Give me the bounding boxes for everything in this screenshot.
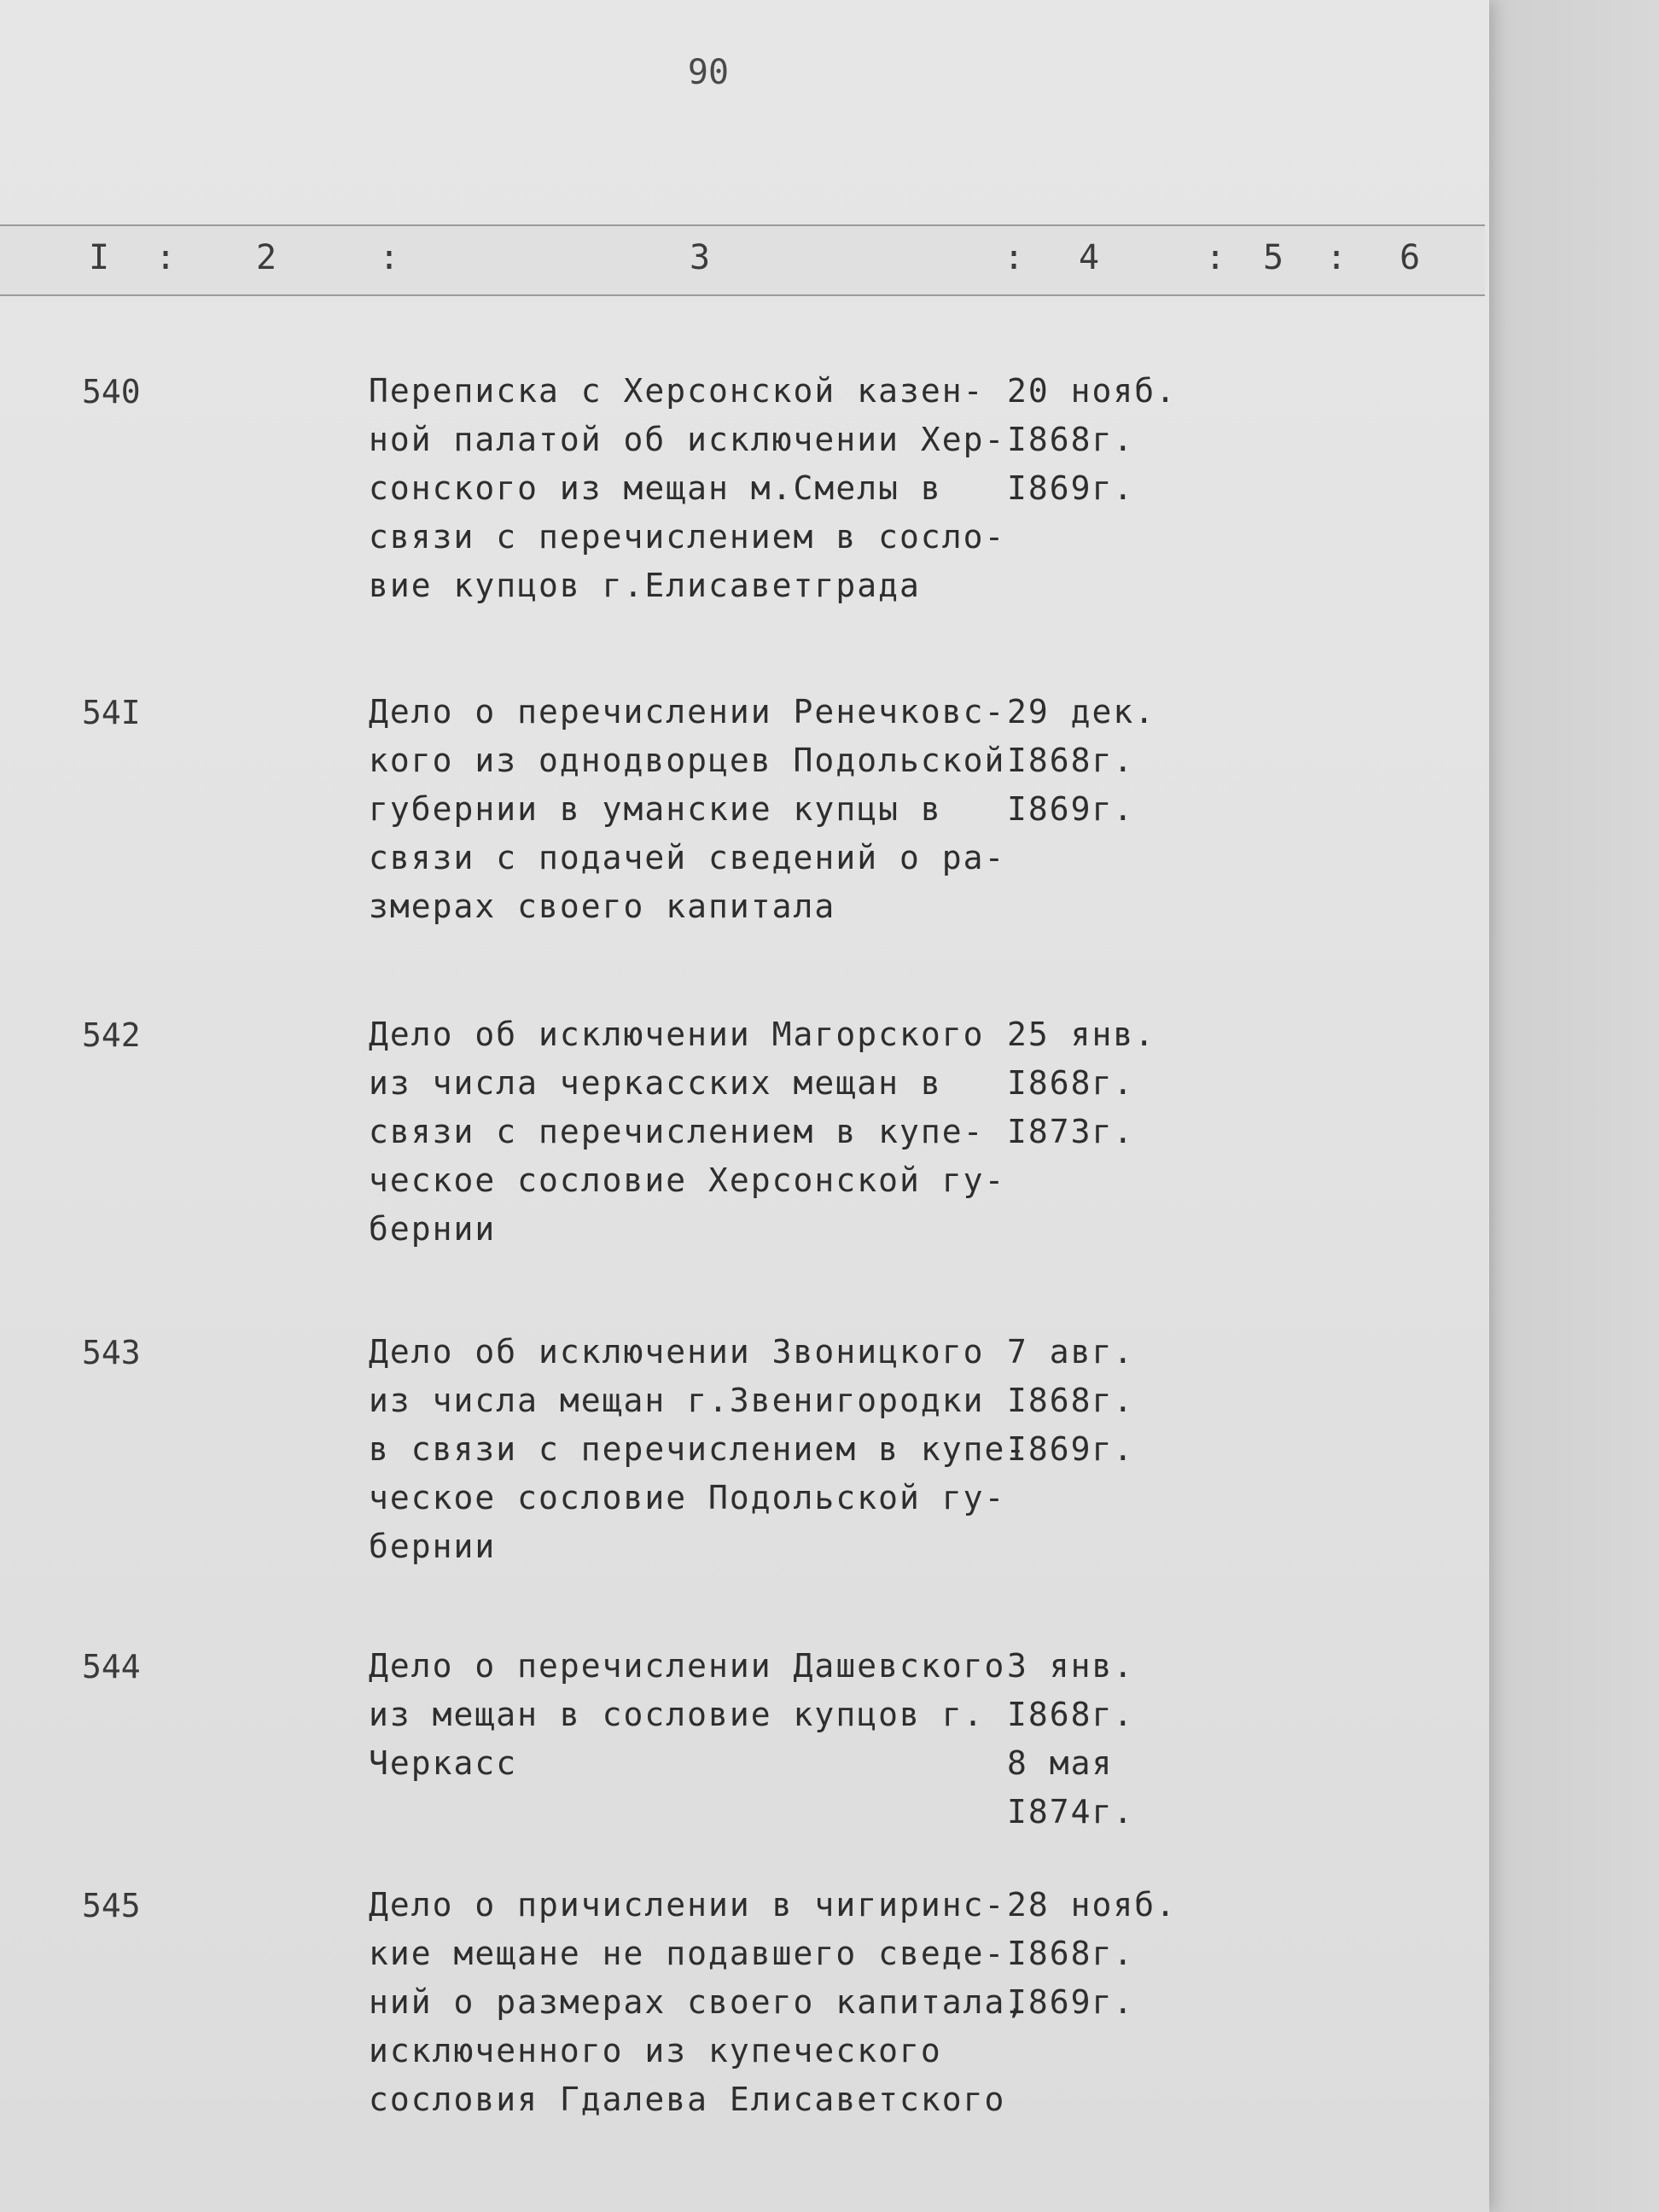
title-line: змерах своего капитала (369, 888, 836, 925)
title-line: исключенного из купеческого (369, 2032, 942, 2069)
title-line: кого из однодворцев Подольской (369, 742, 1006, 779)
record-dates (1007, 1642, 1134, 1837)
column-separator: : (155, 238, 177, 277)
date-line: I869г. (1007, 1430, 1135, 1468)
record-number: 540 (82, 373, 141, 410)
date-line: I868г. (1007, 421, 1135, 458)
column-header-3: 3 (690, 238, 711, 277)
record-title (369, 1642, 1017, 1788)
record-dates (1007, 688, 1155, 834)
title-line: в связи с перечислением в купе- (369, 1430, 1027, 1468)
column-separator: : (1004, 238, 1025, 277)
title-line: Дело о причислении в чигиринс- (369, 1886, 1006, 1924)
title-line: ной палатой об исключении Хер- (369, 421, 1006, 458)
title-line: сонского из мещан м.Смелы в (369, 469, 942, 507)
title-line: из мещан в сословие купцов г. (369, 1696, 985, 1733)
column-header-1: I (89, 238, 110, 277)
title-line: вие купцов г.Елисаветграда (369, 567, 921, 604)
title-line: ческое сословие Херсонской гу- (369, 1161, 1006, 1199)
record-dates (1007, 1881, 1177, 2027)
title-line: связи с перечислением в сосло- (369, 518, 1006, 556)
title-line: из числа мещан г.Звенигородки (369, 1382, 985, 1419)
title-line: ний о размерах своего капитала, (369, 1983, 1027, 2021)
title-line: ческое сословие Подольской гу- (369, 1479, 1006, 1516)
record-title (369, 1010, 1017, 1254)
record-dates (1007, 1010, 1155, 1156)
title-line: бернии (369, 1210, 497, 1248)
record-title (369, 1328, 1027, 1571)
column-header-row (0, 224, 1485, 296)
column-separator: : (1326, 238, 1348, 277)
date-line: 25 янв. (1007, 1016, 1156, 1053)
date-line: I873г. (1007, 1113, 1135, 1150)
column-separator: : (1205, 238, 1226, 277)
record-title (369, 1881, 1027, 2124)
record-dates (1007, 1328, 1134, 1474)
title-line: Переписка с Херсонской казен- (369, 372, 985, 410)
title-line: Дело об исключении Магорского (369, 1016, 985, 1053)
title-line: связи с подачей сведений о ра- (369, 839, 1006, 876)
title-line: связи с перечислением в купе- (369, 1113, 985, 1150)
date-line: I874г. (1007, 1793, 1135, 1831)
page-number: 90 (687, 53, 730, 92)
date-line: 20 нояб. (1007, 372, 1178, 410)
title-line: кие мещане не подавшего сведе- (369, 1935, 1006, 1972)
date-line: I868г. (1007, 1064, 1135, 1102)
date-line: I869г. (1007, 790, 1135, 828)
title-line: сословия Гдалева Елисаветского (369, 2081, 1006, 2118)
record-dates (1007, 367, 1177, 513)
title-line: Дело об исключении Звоницкого (369, 1333, 985, 1371)
title-line: Черкасс (369, 1744, 518, 1782)
record-number: 543 (82, 1334, 141, 1371)
column-separator: : (379, 238, 400, 277)
title-line: бернии (369, 1528, 497, 1565)
record-number: 545 (82, 1887, 141, 1924)
title-line: из числа черкасских мещан в (369, 1064, 942, 1102)
record-number: 544 (82, 1648, 141, 1685)
column-header-6: 6 (1400, 238, 1421, 277)
date-line: 28 нояб. (1007, 1886, 1178, 1924)
title-line: Дело о перечислении Ренечковс- (369, 693, 1006, 731)
date-line: 7 авг. (1007, 1333, 1135, 1371)
column-header-5: 5 (1263, 238, 1284, 277)
date-line: I868г. (1007, 1696, 1135, 1733)
title-line: Дело о перечислении Дашевского (369, 1647, 1006, 1685)
date-line: I869г. (1007, 1983, 1135, 2021)
date-line: 3 янв. (1007, 1647, 1135, 1685)
column-header-2: 2 (256, 238, 277, 277)
date-line: I868г. (1007, 742, 1135, 779)
date-line: I869г. (1007, 469, 1135, 507)
date-line: I868г. (1007, 1935, 1135, 1972)
title-line: губернии в уманские купцы в (369, 790, 942, 828)
background-surface (1489, 0, 1659, 2212)
record-title (369, 688, 1017, 931)
record-title (369, 367, 1017, 610)
column-header-4: 4 (1079, 238, 1100, 277)
date-line: 8 мая (1007, 1744, 1114, 1782)
record-number: 54I (82, 694, 141, 731)
date-line: I868г. (1007, 1382, 1135, 1419)
record-number: 542 (82, 1016, 141, 1054)
date-line: 29 дек. (1007, 693, 1156, 731)
